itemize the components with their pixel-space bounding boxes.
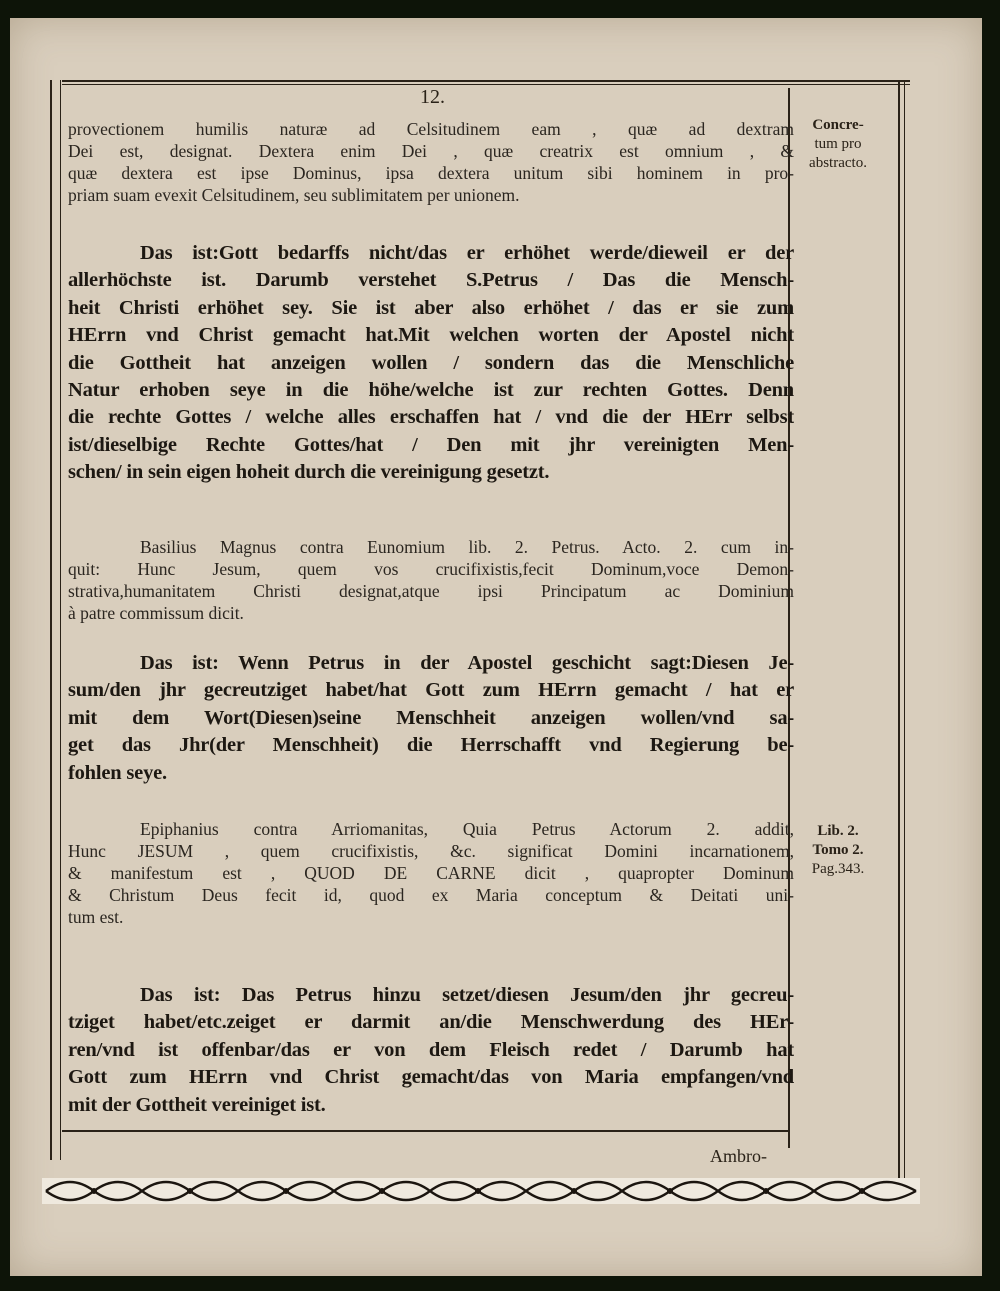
text-line: & Christum Deus fecit id, quod ex Maria conceptum & Deitati uni- (68, 885, 794, 905)
margin-note-concretum (796, 116, 880, 173)
margin-note-line: abstracto. (809, 155, 867, 171)
text-line: Basilius Magnus contra Eunomium lib. 2. Petrus. Acto. 2. cum in- (140, 537, 794, 557)
text-line: ren/vnd ist offenbar/das er von dem Fleisch redet / Darumb hat (68, 1038, 794, 1061)
margin-note-line: Tomo 2. (812, 842, 864, 858)
text-line: sum/den jhr gecreutziget habet/hat Gott zum HErrn gemacht / hat er (68, 679, 794, 702)
german-paragraph-2 (68, 650, 794, 787)
text-line: HErrn vnd Christ gemacht hat.Mit welchen worten der Apostel nicht (68, 324, 794, 347)
document-page (10, 18, 982, 1276)
text-line: die Gottheit hat anzeigen wollen / sondern das die Menschliche (68, 351, 794, 374)
text-line: heit Christi erhöhet sey. Sie ist aber also erhöhet / das er sie zum (68, 296, 794, 319)
margin-note-line: tum pro (814, 136, 862, 152)
text-line: Das ist:Gott bedarffs nicht/das er erhöhet werde/dieweil er der (140, 242, 794, 264)
text-line: strativa,humanitatem Christi designat,atque ipsi Principatum ac Dominium (68, 581, 794, 601)
page-number: 12. (420, 86, 445, 108)
text-line: mit dem Wort(Diesen)seine Menschheit anzeigen wollen/vnd sa- (68, 706, 794, 729)
text-line: quæ dextera est ipse Dominus, ipsa dextera unitum sibi hominem in pro- (68, 163, 794, 183)
text-line: Hunc JESUM , quem crucifixistis, &c. significat Domini incarnationem, (68, 841, 794, 861)
left-rule-inner (60, 80, 61, 1160)
text-line: Das ist: Wenn Petrus in der Apostel geschicht sagt:Diesen Je- (140, 652, 794, 674)
latin-paragraph-2 (68, 536, 794, 624)
text-line: Gott zum HErrn vnd Christ gemacht/das von Maria empfangen/vnd (68, 1066, 794, 1089)
german-paragraph-1 (68, 240, 794, 487)
text-line: quit: Hunc Jesum, quem vos crucifixistis,fecit Dominum,voce Demon- (68, 559, 794, 579)
ornament-band (42, 1176, 920, 1206)
text-line: Das ist: Das Petrus hinzu setzet/diesen Jesum/den jhr gecreu- (140, 984, 794, 1006)
text-line: priam suam evexit Celsitudinem, seu sublimitatem per unionem. (68, 185, 520, 205)
text-line: allerhöchste ist. Darumb verstehet S.Petrus / Das die Mensch- (68, 269, 794, 292)
text-line: Epiphanius contra Arriomanitas, Quia Petrus Actorum 2. addit, (140, 819, 794, 839)
text-line: get das Jhr(der Menschheit) die Herrschafft vnd Regierung be- (68, 734, 794, 757)
bottom-rule (62, 1130, 788, 1132)
text-line: schen/ in sein eigen hoheit durch die vereinigung gesetzt. (68, 461, 550, 484)
latin-paragraph-3 (68, 818, 794, 928)
top-rule (62, 80, 910, 82)
text-line: tziget habet/etc.zeiget er darmit an/die Menschwerdung des HEr- (68, 1011, 794, 1034)
german-paragraph-3 (68, 982, 794, 1119)
text-line: fohlen seye. (68, 761, 167, 784)
margin-note-line: Lib. 2. (817, 823, 859, 839)
text-line: die rechte Gottes / welche alles erschaffen hat / vnd die der HErr selbst (68, 406, 794, 429)
right-rule-outer (898, 80, 900, 1180)
margin-note-reference (796, 822, 880, 879)
text-line: provectionem humilis naturæ ad Celsitudinem eam , quæ ad dextram (68, 119, 794, 139)
text-line: mit der Gottheit vereiniget ist. (68, 1093, 326, 1116)
text-line: Natur erhoben seye in die höhe/welche ist zur rechten Gottes. Denn (68, 379, 794, 402)
top-rule-thin (62, 84, 910, 85)
text-line: tum est. (68, 907, 124, 927)
latin-paragraph-1 (68, 118, 794, 206)
text-line: Dei est, designat. Dextera enim Dei , quæ creatrix est omnium , & (68, 141, 794, 161)
left-rule-outer (50, 80, 52, 1160)
catchword: Ambro- (710, 1146, 767, 1166)
right-rule-outer-2 (904, 80, 905, 1180)
text-line: & manifestum est , QUOD DE CARNE dicit , quapropter Dominum (68, 863, 794, 883)
text-line: ist/dieselbige Rechte Gottes/hat / Den mit jhr vereinigten Men- (68, 433, 794, 456)
margin-note-line: Pag.343. (811, 861, 865, 877)
text-line: à patre commissum dicit. (68, 603, 244, 623)
margin-note-line: Concre- (812, 117, 864, 133)
